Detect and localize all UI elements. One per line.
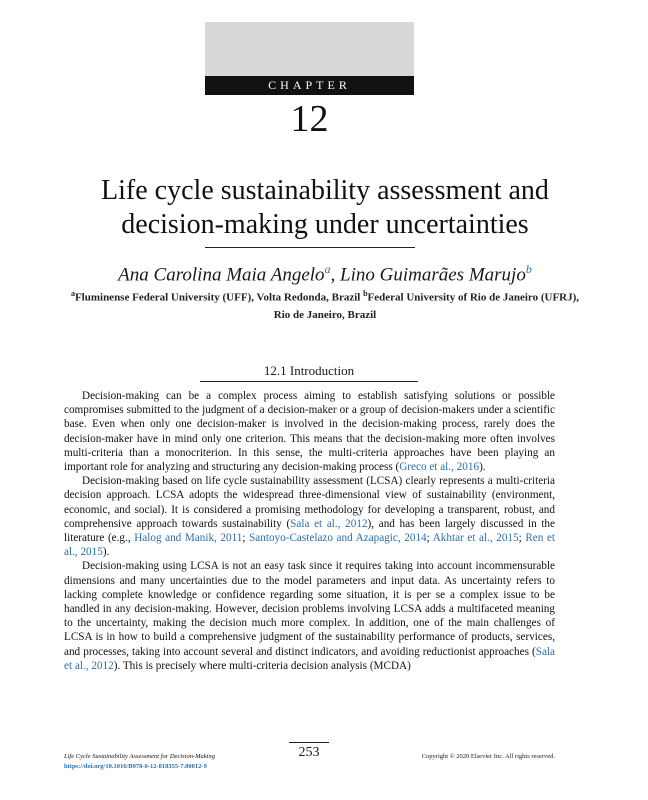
author-separator: , [330, 264, 341, 286]
chapter-number: 12 [290, 98, 329, 140]
citation-link[interactable]: Ren et al., 2015 [64, 532, 555, 559]
author-2-affil-mark: b [525, 262, 532, 276]
title-line-1: Life cycle sustainability assessment and [101, 175, 549, 206]
paragraph-1: Decision-making can be a complex process aiming to establish satisfying solutions or possible compromises submitted to the judgment of a decision-maker or a group of decision-makers under a scientific base. Even when only one decision-maker is involved in the decision-making process, rarely does the decision-maker have in mind only one criterion. This means that the decision-making more often involves multi-criteria than a monocriterion. In this sense, the multi-criteria approaches have been playing an important role for analyzing and structuring any decision-making process (Greco et al., 2016). [64, 390, 555, 474]
footer-book-title: Life Cycle Sustainability Assessment for Decision-Making [64, 753, 215, 760]
chapter-decor-box [205, 22, 414, 76]
paragraph-2: Decision-making based on life cycle sustainability assessment (LCSA) clearly represents a multi-criteria decision approach. LCSA adopts the widespread three-dimensional view of sustainability (environment, economic, and social). It is considered a promising methodology for developing a transparent, robust, and comprehensive approach towards sustainability (Sala et al., 2012), and has been largely discussed in the literature (e.g., Halog and Manik, 2011; Santoyo-Castelazo and Azapagic, 2014; Akhtar et al., 2015; Ren et al., 2015). [64, 475, 555, 559]
page-number-rule [289, 742, 329, 743]
citation-link[interactable]: Sala et al., 2012 [64, 645, 555, 672]
author-1[interactable]: Ana Carolina Maia Angelo [118, 264, 325, 286]
chapter-title [40, 174, 610, 242]
author-list [40, 256, 610, 288]
affil-a-text: Fluminense Federal University (UFF), Volta Redonda, Brazil [74, 291, 364, 304]
affiliations [70, 285, 580, 324]
affil-b-text: Federal University of Rio de Janeiro (UFRJ), Rio de Janeiro, Brazil [273, 291, 580, 321]
section-heading: 12.1 Introduction [263, 363, 355, 378]
footer-doi-link[interactable]: https://doi.org/10.1016/B978-0-12-818355-7.00012-9 [64, 763, 207, 770]
citation-link[interactable]: Halog and Manik, 2011 [134, 532, 243, 545]
footer-copyright: Copyright © 2020 Elsevier Inc. All rights reserved. [421, 753, 555, 760]
section-divider [200, 381, 418, 382]
author-1-affil-mark: a [324, 262, 331, 276]
footer-book-info [64, 752, 284, 772]
chapter-label: CHAPTER [205, 76, 414, 95]
citation-link[interactable]: Akhtar et al., 2015 [432, 532, 519, 545]
page-number: 253 [298, 745, 320, 760]
citation-link[interactable]: Sala et al., 2012 [290, 517, 368, 530]
citation-link[interactable]: Santoyo-Castelazo and Azapagic, 2014 [249, 532, 427, 545]
body-text [64, 389, 555, 673]
title-line-2: decision-making under uncertainties [121, 209, 529, 240]
affil-b-mark: b [363, 289, 368, 298]
affil-a-mark: a [70, 289, 75, 298]
citation-link[interactable]: Greco et al., 2016 [399, 461, 480, 474]
title-divider [205, 247, 415, 248]
author-2[interactable]: Lino Guimarães Marujo [340, 264, 526, 286]
paragraph-3: Decision-making using LCSA is not an easy task since it requires taking into account incommensurable dimensions and many uncertainties due to the model parameters and input data. As uncertainty refers to lacking complete knowledge or confidence regarding some situation, it is per se a complex issue to be handled in any decision-making. However, decision problems involving LCSA adds a multifaceted meaning to the uncertainty, making the decision much more complex. In addition, one of the main challenges of LCSA is in how to build a comprehensive judgment of the sustainability performance of products, services, and processes, taking into account several and distinct indicators, and avoiding reductionist approaches (Sala et al., 2012). This is precisely where multi-criteria decision analysis (MCDA) [64, 560, 555, 672]
